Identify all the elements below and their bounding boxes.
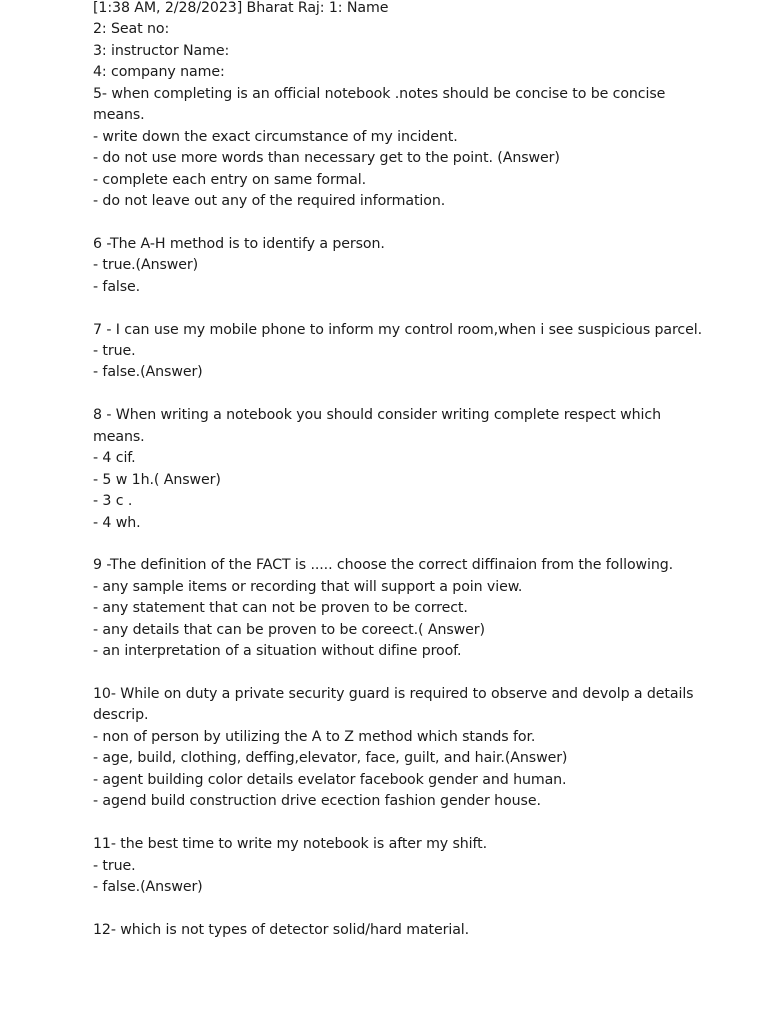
text-line: means. [93,428,145,445]
text-line: - agend build construction drive ecection fashion gender house. [93,793,541,810]
text-line: 3: instructor Name: [93,42,230,59]
text-line: - 4 wh. [93,514,141,531]
text-line: - write down the exact circumstance of my incident. [93,128,458,145]
text-line: - non of person by utilizing the A to Z method which stands for. [93,728,536,745]
text-line: - complete each entry on same formal. [93,171,367,188]
text-line: - false.(Answer) [93,878,203,895]
text-line: - false.(Answer) [93,364,203,381]
text-line: 8 - When writing a notebook you should consider writing complete respect which [93,407,661,424]
text-line: 5- when completing is an official notebook .notes should be concise to be concise [93,85,666,102]
text-line: - do not leave out any of the required information. [93,192,446,209]
text-line: - 3 c . [93,493,133,510]
text-line: - agent building color details evelator facebook gender and human. [93,771,567,788]
text-line: - true. [93,857,136,874]
blank-line [93,898,733,919]
blank-line [93,813,733,834]
text-line: - an interpretation of a situation without difine proof. [93,643,462,660]
text-line: - any sample items or recording that will support a poin view. [93,578,523,595]
blank-line [93,663,733,684]
text-line: - any details that can be proven to be coreect.( Answer) [93,621,485,638]
text-line: - 4 cif. [93,450,136,467]
text-line: 10- While on duty a private security guard is required to observe and devolp a details [93,686,694,702]
text-line: 11- the best time to write my notebook is after my shift. [93,836,488,853]
text-line: means. [93,107,145,124]
text-line: - age, build, clothing, deffing,elevator, face, guilt, and hair.(Answer) [93,750,568,767]
text-line: - true. [93,343,136,359]
blank-line [93,212,733,233]
document-body [93,0,733,941]
text-line: 9 -The definition of the FACT is ..... choose the correct diffinaion from the following. [93,557,674,574]
text-line: - true.(Answer) [93,257,199,274]
text-line: - false. [93,278,141,295]
text-line: descrip. [93,707,149,724]
text-line: 7 - I can use my mobile phone to inform my control room,when i see suspicious parcel. [93,321,703,338]
text-line: 12- which is not types of detector solid/hard material. [93,921,470,938]
blank-line [93,384,733,405]
text-line: - 5 w 1h.( Answer) [93,471,221,488]
text-line: - do not use more words than necessary get to the point. (Answer) [93,150,560,167]
text-line: - any statement that can not be proven to be correct. [93,600,468,617]
text-line: 6 -The A-H method is to identify a person. [93,235,385,252]
text-line: 4: company name: [93,64,225,81]
text-line: [1:38 AM, 2/28/2023] Bharat Raj: 1: Name [93,0,389,16]
blank-line [93,298,733,319]
blank-line [93,534,733,555]
text-line: 2: Seat no: [93,21,170,38]
